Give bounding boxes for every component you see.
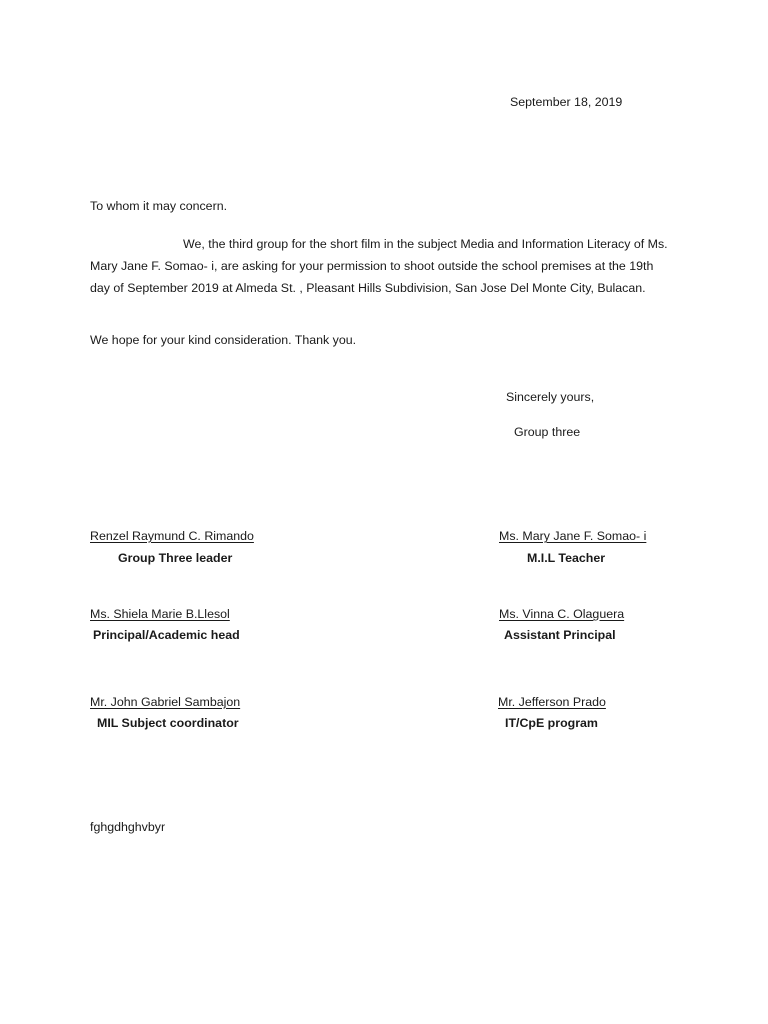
- signatory-title: M.I.L Teacher: [527, 551, 606, 565]
- signatory-title: Group Three leader: [118, 551, 233, 565]
- signatory-title: MIL Subject coordinator: [97, 716, 239, 730]
- sender-name: Group three: [514, 425, 581, 439]
- letter-date: September 18, 2019: [510, 95, 623, 109]
- salutation: To whom it may concern.: [90, 199, 228, 213]
- signatory-name: Ms. Vinna C. Olaguera: [499, 607, 625, 621]
- sign-off: Sincerely yours,: [506, 390, 595, 404]
- signatory-name: Ms. Shiela Marie B.Llesol: [90, 607, 230, 621]
- closing-line: We hope for your kind consideration. Thank you.: [90, 333, 357, 347]
- letter-body-text: We, the third group for the short film in the subject Media and Information Literacy of Ms. Mary Jane F. Somao- i, are asking for your permission to shoot outside the school premises at the 19th day of September 2019 at Almeda St. , Pleasant Hills Subdivision, San Jose Del Monte City, Bulacan.: [90, 237, 668, 295]
- letter-body: [90, 233, 670, 299]
- signatory-title: Principal/Academic head: [93, 628, 240, 642]
- signatory-title: Assistant Principal: [504, 628, 616, 642]
- signatory-name: Ms. Mary Jane F. Somao- i: [499, 529, 647, 543]
- signatory-name: Renzel Raymund C. Rimando: [90, 529, 254, 543]
- signatory-name: Mr. Jefferson Prado: [498, 695, 606, 709]
- signatory-name: Mr. John Gabriel Sambajon: [90, 695, 241, 709]
- signatory-title: IT/CpE program: [505, 716, 598, 730]
- footer-text: fghgdhghvbyr: [90, 820, 166, 834]
